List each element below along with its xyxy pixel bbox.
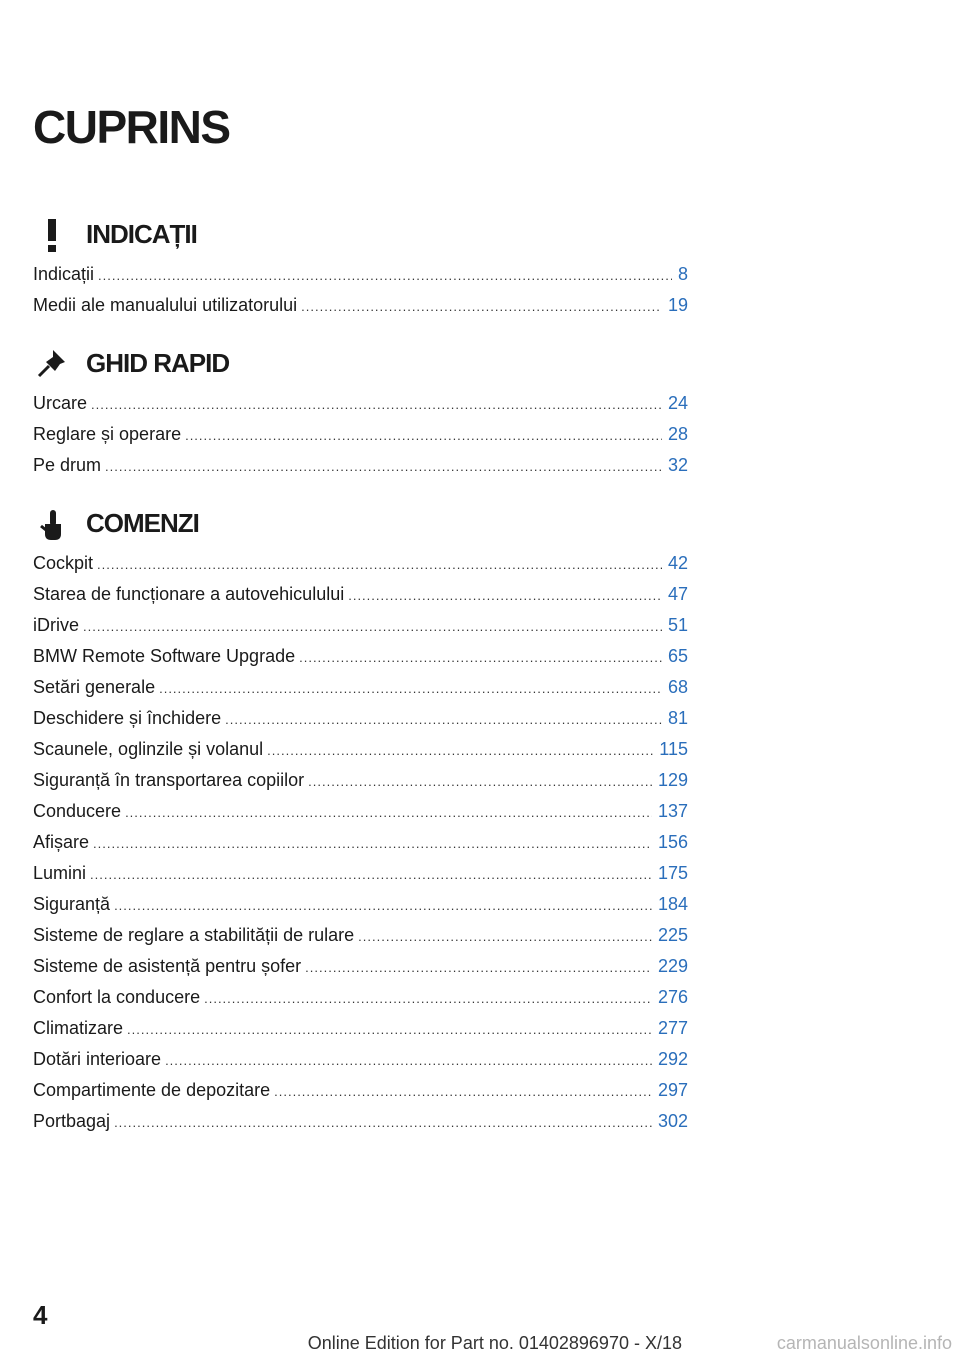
toc-entry-page-link[interactable]: 42 (667, 553, 688, 573)
page-title: CUPRINS (33, 101, 230, 153)
section-title: COMENZI (86, 508, 199, 538)
toc-entry[interactable] (33, 1013, 688, 1044)
toc-leader-dots (83, 611, 662, 642)
toc-entry-label: Medii ale manualului utilizatorului (33, 295, 298, 315)
toc-entry[interactable] (33, 703, 688, 734)
toc-leader-dots (225, 704, 662, 735)
toc-entry-page-link[interactable]: 137 (657, 801, 688, 821)
toc-leader-dots (97, 549, 662, 580)
toc-leader-dots (305, 952, 652, 983)
toc-entry-label: Cockpit (33, 553, 94, 573)
toc-leader-dots (127, 1014, 652, 1045)
toc-leader-dots (348, 580, 662, 611)
toc-entry[interactable] (33, 827, 688, 858)
toc-leader-dots (98, 260, 672, 291)
toc-entry-label: Starea de funcționare a autovehiculului (33, 584, 345, 604)
toc-entry-page-link[interactable]: 32 (667, 455, 688, 475)
toc-entry[interactable] (33, 1044, 688, 1075)
toc-list (33, 259, 688, 321)
toc-leader-dots (93, 828, 652, 859)
toc-entry[interactable] (33, 889, 688, 920)
toc-entry-label: Indicații (33, 264, 95, 284)
toc-entry-label: Deschidere și închidere (33, 708, 222, 728)
toc-entry-label: BMW Remote Software Upgrade (33, 646, 296, 666)
toc-entry[interactable] (33, 734, 688, 765)
toc-leader-dots (204, 983, 652, 1014)
toc-entry[interactable] (33, 388, 688, 419)
toc-leader-dots (125, 797, 652, 828)
toc-leader-dots (91, 389, 662, 420)
toc-entry-page-link[interactable]: 65 (667, 646, 688, 666)
toc-leader-dots (274, 1076, 652, 1107)
toc-entry-label: Sisteme de asistență pentru șofer (33, 956, 302, 976)
toc-leader-dots (90, 859, 652, 890)
toc-entry[interactable] (33, 982, 688, 1013)
section-header (33, 344, 688, 388)
toc-entry-label: Climatizare (33, 1018, 124, 1038)
toc-entry-label: Confort la conducere (33, 987, 201, 1007)
section-title: INDICAȚII (86, 219, 197, 249)
toc-entry-page-link[interactable]: 51 (667, 615, 688, 635)
toc-entry-label: Lumini (33, 863, 87, 883)
section-header (33, 215, 688, 259)
toc-entry-page-link[interactable]: 68 (667, 677, 688, 697)
section-ghid-rapid (33, 344, 688, 481)
toc-entry[interactable] (33, 450, 688, 481)
toc-entry-page-link[interactable]: 277 (657, 1018, 688, 1038)
toc-entry[interactable] (33, 672, 688, 703)
page-number: 4 (33, 1300, 48, 1330)
section-header (33, 504, 688, 548)
toc-entry-page-link[interactable]: 225 (657, 925, 688, 945)
toc-entry-label: Dotări interioare (33, 1049, 162, 1069)
toc-leader-dots (165, 1045, 652, 1076)
toc-entry-page-link[interactable]: 184 (657, 894, 688, 914)
toc-entry-page-link[interactable]: 156 (657, 832, 688, 852)
toc-entry-label: Urcare (33, 393, 88, 413)
section-comenzi (33, 504, 688, 1137)
toc-entry-label: Pe drum (33, 455, 102, 475)
toc-leader-dots (358, 921, 652, 952)
toc-list (33, 388, 688, 481)
toc-leader-dots (308, 766, 652, 797)
toc-list (33, 548, 688, 1137)
toc-entry-label: Setări generale (33, 677, 156, 697)
toc-entry-label: Reglare și operare (33, 424, 182, 444)
toc-entry-label: Conducere (33, 801, 122, 821)
toc-leader-dots (114, 1107, 652, 1138)
toc-entry-label: iDrive (33, 615, 80, 635)
toc-entry-page-link[interactable]: 302 (657, 1111, 688, 1131)
toc-entry-page-link[interactable]: 81 (667, 708, 688, 728)
toc-entry[interactable] (33, 579, 688, 610)
toc-entry-label: Afișare (33, 832, 90, 852)
toc-entry-page-link[interactable]: 175 (657, 863, 688, 883)
toc-entry[interactable] (33, 290, 688, 321)
toc-leader-dots (114, 890, 652, 921)
toc-leader-dots (105, 451, 662, 482)
toc-leader-dots (185, 420, 662, 451)
toc-entry-label: Portbagaj (33, 1111, 111, 1131)
toc-entry[interactable] (33, 419, 688, 450)
pin-icon (33, 344, 73, 384)
section-title: GHID RAPID (86, 348, 230, 378)
toc-leader-dots (301, 291, 662, 322)
toc-entry-label: Siguranță (33, 894, 111, 914)
toc-entry[interactable] (33, 796, 688, 827)
toc-entry-label: Siguranță în transportarea copiilor (33, 770, 305, 790)
toc-entry-page-link[interactable]: 24 (667, 393, 688, 413)
toc-entry-label: Scaunele, oglinzile și volanul (33, 739, 264, 759)
toc-entry-page-link[interactable]: 297 (657, 1080, 688, 1100)
toc-entry-page-link[interactable]: 292 (657, 1049, 688, 1069)
section-indicatii (33, 215, 688, 321)
toc-entry[interactable] (33, 610, 688, 641)
toc-entry-page-link[interactable]: 115 (659, 739, 688, 759)
toc-entry[interactable] (33, 641, 688, 672)
toc-entry-page-link[interactable]: 47 (667, 584, 688, 604)
toc-entry-page-link[interactable]: 19 (667, 295, 688, 315)
toc-entry[interactable] (33, 951, 688, 982)
footer-watermark: carmanualsonline.info (776, 1333, 952, 1353)
toc-entry-page-link[interactable]: 28 (667, 424, 688, 444)
toc-entry[interactable] (33, 1106, 688, 1137)
exclamation-icon (33, 215, 73, 255)
toc-entry[interactable] (33, 259, 688, 290)
toc-entry-label: Sisteme de reglare a stabilității de rulare (33, 925, 355, 945)
toc-entry-page-link[interactable]: 229 (657, 956, 688, 976)
toc-entry-label: Compartimente de depozitare (33, 1080, 271, 1100)
toc-entry-page-link[interactable]: 129 (657, 770, 688, 790)
toc-leader-dots (299, 642, 662, 673)
toc-entry[interactable] (33, 920, 688, 951)
toc-entry[interactable] (33, 858, 688, 889)
hand-pointer-icon (33, 504, 73, 544)
toc-entry-page-link[interactable]: 276 (657, 987, 688, 1007)
toc-leader-dots (159, 673, 662, 704)
toc-entry[interactable] (33, 765, 688, 796)
toc-entry[interactable] (33, 548, 688, 579)
toc-leader-dots (267, 735, 653, 766)
toc-entry-page-link[interactable]: 8 (677, 264, 688, 284)
toc-entry[interactable] (33, 1075, 688, 1106)
footer-edition: Online Edition for Part no. 01402896970 - X/18 (307, 1333, 682, 1353)
